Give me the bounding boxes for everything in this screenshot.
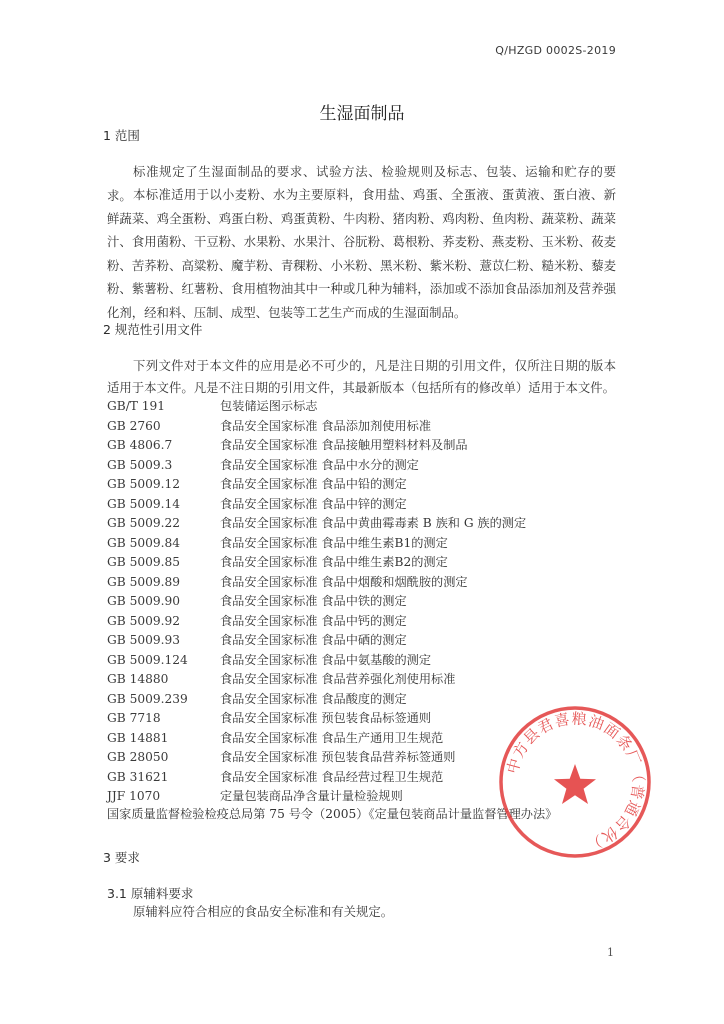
reference-item xyxy=(107,573,627,593)
reference-name: 食品安全国家标准 食品中维生素B1的测定 xyxy=(220,535,448,550)
reference-name: 食品安全国家标准 预包装食品营养标签通则 xyxy=(220,750,456,764)
reference-name: 食品安全国家标准 食品生产通用卫生规范 xyxy=(220,730,444,745)
reference-name: 食品安全国家标准 食品营养强化剂使用标准 xyxy=(220,672,456,686)
page-number: 1 xyxy=(607,946,614,959)
reference-name: 食品安全国家标准 食品中锌的测定 xyxy=(220,496,407,511)
reference-name: 食品安全国家标准 食品中铁的测定 xyxy=(220,594,407,608)
reference-item xyxy=(107,612,627,632)
reference-code: GB 5009.84 xyxy=(107,535,180,550)
reference-name: 食品安全国家标准 食品中水分的测定 xyxy=(220,457,419,472)
reference-name: 食品安全国家标准 食品中铅的测定 xyxy=(220,477,407,491)
reference-code: GB 5009.90 xyxy=(107,594,180,608)
reference-item xyxy=(107,534,627,554)
seal-star-icon xyxy=(554,764,596,804)
company-seal-stamp xyxy=(495,702,655,862)
reference-item xyxy=(107,475,627,495)
reference-code: GB 28050 xyxy=(107,750,169,764)
reference-item xyxy=(107,397,627,417)
reference-code: GB 5009.85 xyxy=(107,555,180,569)
reference-name: 食品安全国家标准 食品中硒的测定 xyxy=(220,633,407,647)
section-1-paragraph-2: 本标准适用于以小麦粉、水为主要原料，食用盐、鸡蛋、全蛋液、蛋黄液、蛋白液、新鲜蔬菜、鸡全蛋粉、鸡蛋白粉、鸡蛋黄粉、牛肉粉、猪肉粉、鸡肉粉、鱼肉粉、蔬菜粉、蔬菜汁、食用菌粉、干豆粉、水果粉、水果汁、谷朊粉、葛根粉、荞麦粉、燕麦粉、玉米粉、莜麦粉、苦荞粉、高粱粉、魔芋粉、青稞粉、小米粉、黑米粉、紫米粉、薏苡仁粉、糙米粉、藜麦粉、紫薯粉、红薯粉、食用植物油其中一种或几种为辅料，添加或不添加食品添加剂及营养强化剂，经和料、压制、成型、包装等工艺生产而成的生湿面制品。 xyxy=(107,187,616,320)
reference-name: 食品安全国家标准 食品添加剂使用标准 xyxy=(220,418,432,433)
page-title: 生湿面制品 xyxy=(319,104,405,124)
reference-code: GB 5009.3 xyxy=(107,457,173,472)
reference-name: 食品安全国家标准 食品中维生素B2的测定 xyxy=(220,555,448,569)
reference-name: 食品安全国家标准 食品中烟酸和烟酰胺的测定 xyxy=(220,574,468,589)
reference-name: 食品安全国家标准 食品接触用塑料材料及制品 xyxy=(220,438,468,452)
section-2-heading: 2 规范性引用文件 xyxy=(103,322,203,337)
reference-item xyxy=(107,495,627,515)
reference-name: 食品安全国家标准 预包装食品标签通则 xyxy=(220,711,432,725)
section-3-1-heading: 3.1 原辅料要求 xyxy=(107,886,194,901)
reference-code: GB 14881 xyxy=(107,730,169,745)
reference-code: GB 5009.12 xyxy=(107,477,180,491)
reference-item xyxy=(107,670,627,690)
reference-item xyxy=(107,651,627,671)
reference-code: GB 7718 xyxy=(107,711,161,725)
regulation-reference: 国家质量监督检验检疫总局第 75 号令（2005）《定量包装商品计量监督管理办法》 xyxy=(107,807,558,821)
reference-code: GB/T 191 xyxy=(107,399,166,413)
reference-code: GB 2760 xyxy=(107,418,161,433)
reference-code: GB 5009.14 xyxy=(107,496,180,511)
section-3-heading: 3 要求 xyxy=(103,850,140,865)
reference-item xyxy=(107,417,627,437)
reference-name: 食品安全国家标准 食品中黄曲霉毒素 B 族和 G 族的测定 xyxy=(220,516,527,530)
seal-text: 中方县君喜粮油面条厂（普通合伙） xyxy=(503,709,648,854)
reference-code: GB 14880 xyxy=(107,672,169,686)
reference-code: GB 5009.22 xyxy=(107,516,180,530)
reference-name: 食品安全国家标准 食品酸度的测定 xyxy=(220,691,407,706)
reference-item xyxy=(107,514,627,534)
section-2-paragraph-1: 下列文件对于本文件的应用是必不可少的，凡是注日期的引用文件，仅所注日期的版本适用于本文件。凡是不注日期的引用文件，其最新版本（包括所有的修改单）适用于本文件。 xyxy=(107,358,616,395)
reference-code: GB 5009.239 xyxy=(107,691,188,706)
reference-item xyxy=(107,553,627,573)
reference-name: 食品安全国家标准 食品经营过程卫生规范 xyxy=(220,769,444,784)
reference-item xyxy=(107,436,627,456)
reference-item xyxy=(107,456,627,476)
reference-item xyxy=(107,631,627,651)
section-1-heading: 1 范围 xyxy=(103,128,140,143)
document-id: Q/HZGD 0002S-2019 xyxy=(495,44,616,57)
reference-code: JJF 1070 xyxy=(107,789,161,803)
reference-name: 食品安全国家标准 食品中钙的测定 xyxy=(220,613,407,628)
section-3-1-paragraph: 原辅料应符合相应的食品安全标准和有关规定。 xyxy=(133,904,394,919)
reference-name: 包装储运图示标志 xyxy=(220,399,318,413)
reference-item xyxy=(107,592,627,612)
reference-code: GB 5009.92 xyxy=(107,613,180,628)
reference-code: GB 4806.7 xyxy=(107,438,173,452)
reference-code: GB 5009.89 xyxy=(107,574,180,589)
reference-code: GB 5009.124 xyxy=(107,652,188,667)
reference-code: GB 5009.93 xyxy=(107,633,180,647)
reference-name: 定量包装商品净含量计量检验规则 xyxy=(220,789,403,803)
section-1-paragraph-1: 标准规定了生湿面制品的要求、试验方法、检验规则及标志、包装、运输和贮存的要求。 xyxy=(107,164,616,203)
reference-code: GB 31621 xyxy=(107,769,169,784)
reference-name: 食品安全国家标准 食品中氨基酸的测定 xyxy=(220,652,432,667)
